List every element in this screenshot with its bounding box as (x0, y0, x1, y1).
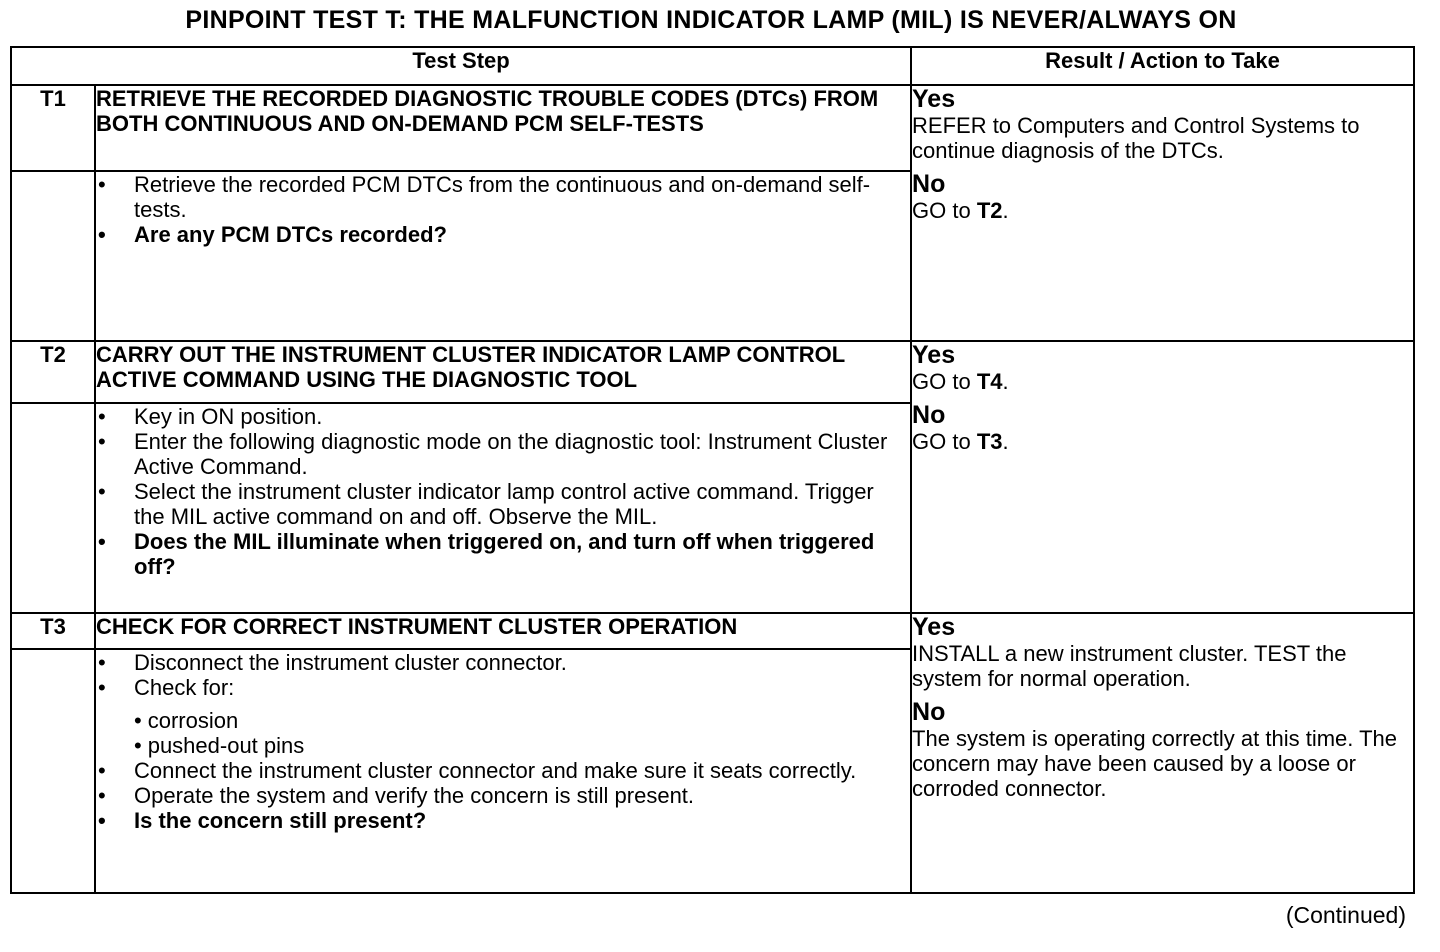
yes-action: INSTALL a new instrument cluster. TEST the system for normal operation. (912, 641, 1347, 691)
step-t1-title-row (11, 85, 1414, 171)
step-id: T1 (11, 85, 95, 171)
step-id-spacer (11, 171, 95, 341)
sub-list-item-text: pushed-out pins (147, 733, 305, 758)
step-t2-title-row (11, 341, 1414, 403)
step-title: CARRY OUT THE INSTRUMENT CLUSTER INDICATOR LAMP CONTROL ACTIVE COMMAND USING THE DIAGNOSTIC TOOL (95, 341, 911, 403)
no-action-text: GO to (912, 429, 977, 454)
step-body (95, 403, 911, 613)
step-t3-title-row (11, 613, 1414, 649)
step-id: T2 (11, 341, 95, 403)
no-action-suffix: . (1002, 198, 1009, 223)
no-action-text: GO to (912, 198, 977, 223)
step-result (911, 613, 1414, 893)
header-test-step: Test Step (11, 47, 911, 85)
no-action-suffix: . (1002, 429, 1009, 454)
list-item: • Disconnect the instrument cluster connector. (96, 650, 910, 675)
list-item-text: Check for: (134, 675, 235, 700)
list-item-question: • Are any PCM DTCs recorded? (96, 222, 910, 247)
no-action: The system is operating correctly at this time. The concern may have been caused by a loose or corroded connector. (912, 726, 1398, 801)
no-label: No (912, 170, 946, 198)
yes-action (912, 369, 1413, 394)
header-result: Result / Action to Take (911, 47, 1414, 85)
header-row (11, 47, 1414, 85)
yes-action-suffix: . (1002, 369, 1009, 394)
step-body (95, 649, 911, 893)
page-title: PINPOINT TEST T: THE MALFUNCTION INDICATOR LAMP (MIL) IS NEVER/ALWAYS ON (185, 6, 1237, 34)
continued-note: (Continued) (1285, 902, 1406, 928)
list-item: • Operate the system and verify the concern is still present. (96, 783, 910, 808)
yes-label: Yes (912, 85, 956, 113)
yes-action-text: GO to (912, 369, 977, 394)
step-title: RETRIEVE THE RECORDED DIAGNOSTIC TROUBLE CODES (DTCs) FROM BOTH CONTINUOUS AND ON-DEMAND PCM SELF-TESTS (95, 85, 911, 171)
no-action-target: T2 (976, 198, 1003, 223)
sub-list-item: • corrosion (134, 708, 239, 733)
no-action-target: T3 (976, 429, 1003, 454)
step-id-spacer (11, 403, 95, 613)
pinpoint-test-table (10, 46, 1415, 894)
list-item: • Retrieve the recorded PCM DTCs from the continuous and on-demand self-tests. (96, 172, 910, 222)
list-item: • Select the instrument cluster indicator lamp control active command. Trigger the MIL active command on and off. Observe the MIL. (96, 479, 910, 529)
list-item (96, 675, 910, 700)
no-action (912, 429, 1413, 454)
step-body (95, 171, 911, 341)
list-item: • Enter the following diagnostic mode on the diagnostic tool: Instrument Cluster Active Command. (96, 429, 910, 479)
sub-list-item-text: corrosion (147, 708, 239, 733)
sub-list-item: • pushed-out pins (134, 733, 305, 758)
no-label: No (912, 698, 946, 726)
yes-label: Yes (912, 341, 956, 369)
no-label: No (912, 401, 946, 429)
list-item: • Connect the instrument cluster connector and make sure it seats correctly. (96, 758, 910, 783)
step-title: CHECK FOR CORRECT INSTRUMENT CLUSTER OPERATION (95, 613, 911, 649)
step-id: T3 (11, 613, 95, 649)
sub-list (96, 708, 910, 758)
no-action (912, 198, 1413, 223)
yes-action: REFER to Computers and Control Systems to continue diagnosis of the DTCs. (912, 113, 1360, 163)
step-id-spacer (11, 649, 95, 893)
yes-action-target: T4 (976, 369, 1003, 394)
step-result (911, 85, 1414, 341)
list-item: • Key in ON position. (96, 404, 910, 429)
yes-label: Yes (912, 613, 956, 641)
list-item-question: • Does the MIL illuminate when triggered on, and turn off when triggered off? (96, 529, 910, 579)
step-result (911, 341, 1414, 613)
list-item-question: • Is the concern still present? (96, 808, 910, 833)
